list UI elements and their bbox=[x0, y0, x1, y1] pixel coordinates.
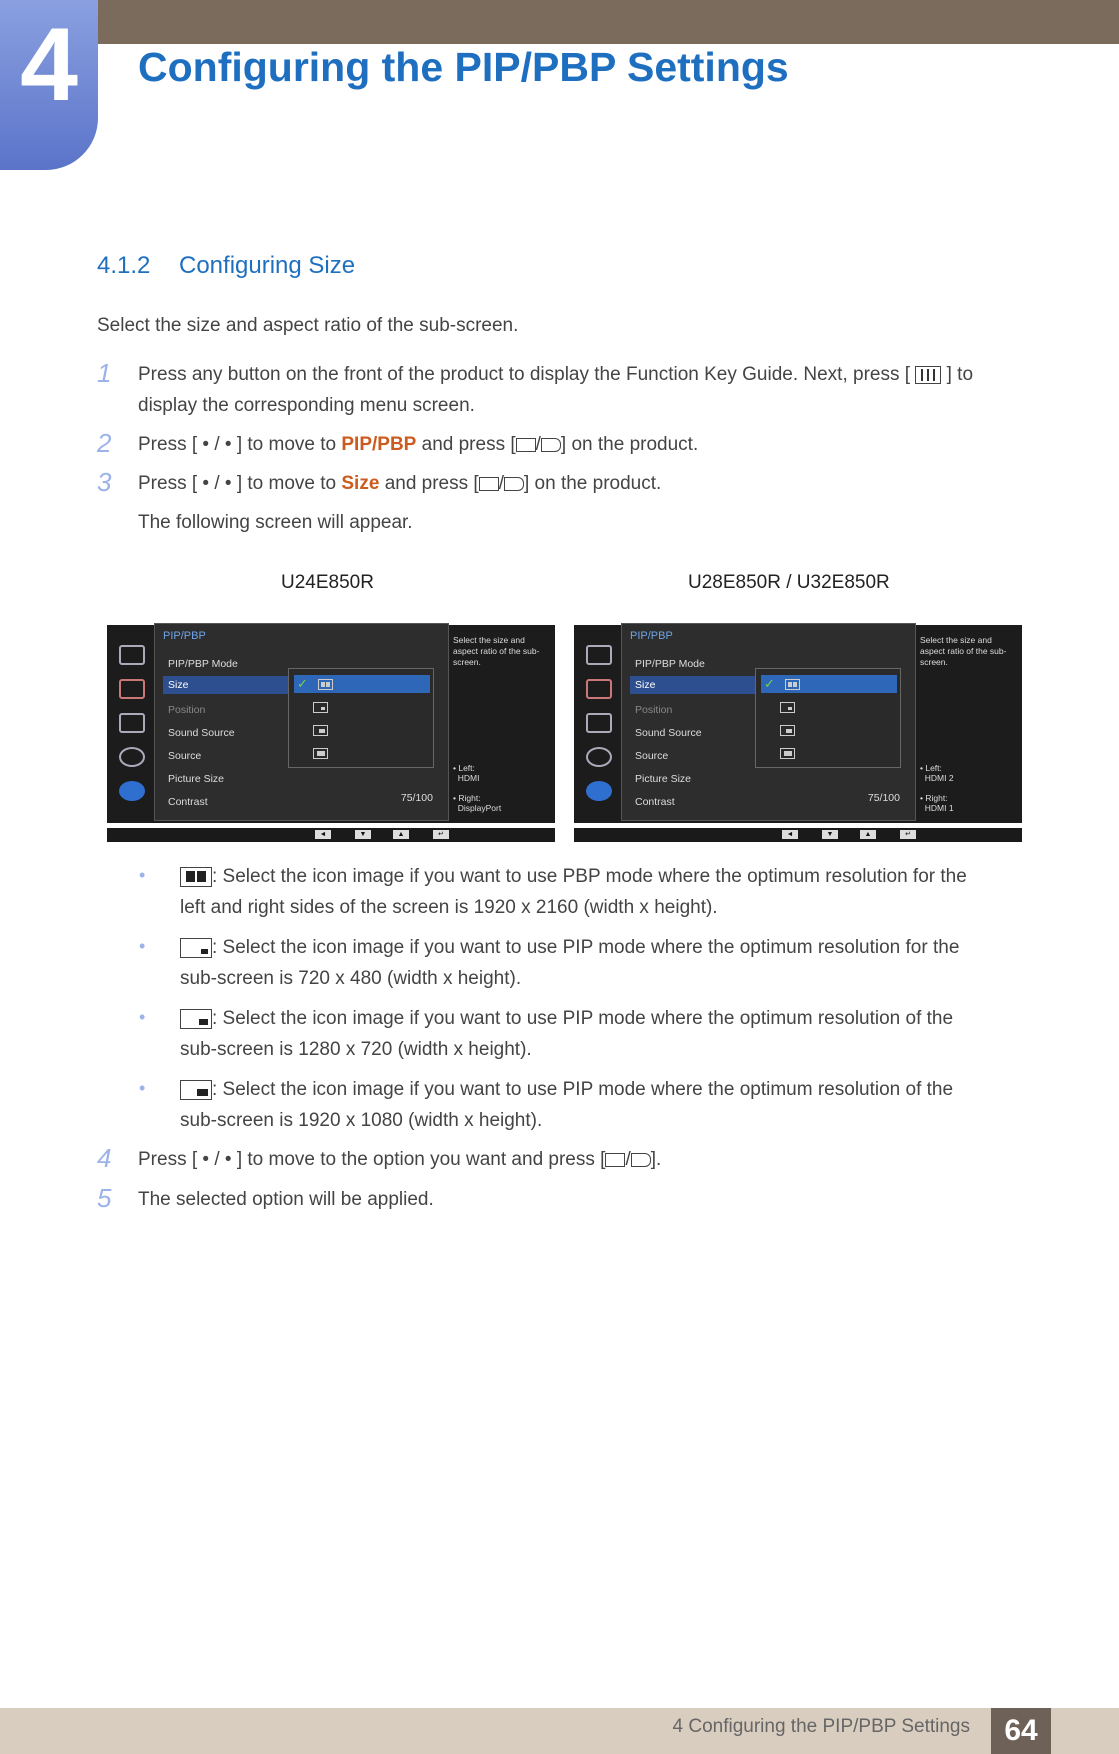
page-number: 64 bbox=[991, 1708, 1051, 1754]
header-bar bbox=[0, 0, 1119, 44]
osd-menu-title: PIP/PBP bbox=[163, 630, 206, 642]
step-1-text bbox=[138, 359, 1038, 421]
pbp-size-icon bbox=[318, 679, 333, 690]
settings-gear-icon bbox=[586, 747, 612, 767]
osd-button-guide bbox=[574, 828, 1022, 842]
source-key-icon bbox=[479, 477, 499, 491]
pip-medium-size-icon bbox=[180, 1009, 212, 1029]
pip-large-size-icon bbox=[180, 1080, 212, 1100]
bullet-pbp-part-a: : Select the icon image if you want to use PBP mode where the optimum resolution for the bbox=[212, 866, 967, 887]
step-1-part-c: display the corresponding menu screen. bbox=[138, 395, 475, 416]
picture-icon bbox=[119, 645, 145, 665]
size-option-pbp[interactable] bbox=[294, 675, 430, 693]
menu-item-size[interactable]: Size bbox=[630, 676, 758, 694]
bullet-pip-medium-part-a: : Select the icon image if you want to use PIP mode where the optimum resolution of the bbox=[212, 1008, 954, 1029]
contrast-value: 75/100 bbox=[400, 792, 433, 804]
enter-key-icon bbox=[541, 438, 561, 452]
left-source-value: HDMI 2 bbox=[924, 773, 954, 783]
bullet-dot: • bbox=[139, 1007, 146, 1027]
step-1-part-a: Press any button on the front of the product to display the Function Key Guide. Next, press [ bbox=[138, 364, 911, 385]
step-4-part-a: Press [ • / • ] to move to the option you want and press [ bbox=[138, 1149, 606, 1170]
step-1-number: 1 bbox=[97, 358, 112, 388]
right-source-info: • Right: HDMI 1 bbox=[920, 793, 954, 813]
step-2-part-c: ] on the product. bbox=[560, 434, 699, 455]
color-icon bbox=[119, 679, 145, 699]
information-icon bbox=[586, 781, 612, 801]
left-label: Left: bbox=[925, 763, 942, 773]
chapter-number: 4 bbox=[0, 0, 98, 170]
left-source-info: • Left: HDMI 2 bbox=[920, 763, 954, 783]
footer-chapter-text: 4 Configuring the PIP/PBP Settings bbox=[672, 1716, 970, 1737]
bullet-pip-small-part-a: : Select the icon image if you want to use PIP mode where the optimum resolution for the bbox=[212, 937, 960, 958]
pip-medium-size-icon[interactable] bbox=[313, 725, 328, 736]
menu-item-source[interactable]: Source bbox=[635, 750, 669, 762]
osd-help-text: Select the size and aspect ratio of the sub-screen. bbox=[920, 635, 1007, 667]
menu-item-pip-pbp-mode[interactable]: PIP/PBP Mode bbox=[635, 658, 705, 670]
left-source-info: • Left: HDMI bbox=[453, 763, 480, 783]
left-arrow-icon[interactable]: ◄ bbox=[315, 830, 331, 839]
right-source-value: DisplayPort bbox=[457, 803, 502, 813]
pbp-size-icon bbox=[180, 867, 212, 887]
page-footer bbox=[0, 1708, 1119, 1754]
size-position-icon bbox=[586, 713, 612, 733]
step-2-sep: / bbox=[535, 434, 541, 455]
chapter-title: Configuring the PIP/PBP Settings bbox=[138, 44, 789, 90]
up-arrow-icon[interactable]: ▲ bbox=[393, 830, 409, 839]
step-4-number: 4 bbox=[97, 1143, 112, 1173]
size-options-panel bbox=[288, 668, 434, 768]
pip-small-size-icon[interactable] bbox=[313, 702, 328, 713]
osd-menu bbox=[621, 623, 916, 821]
left-label: Left: bbox=[458, 763, 475, 773]
bullet-dot: • bbox=[139, 865, 146, 885]
step-4-part-c: ]. bbox=[650, 1149, 662, 1170]
contrast-value: 75/100 bbox=[867, 792, 900, 804]
step-3-part-b: and press [ bbox=[384, 473, 479, 494]
right-source-info: • Right: DisplayPort bbox=[453, 793, 502, 813]
osd-help-text: Select the size and aspect ratio of the sub-screen. bbox=[453, 635, 540, 667]
bullet-pip-large-part-b: sub-screen is 1920 x 1080 (width x height). bbox=[180, 1110, 543, 1131]
down-arrow-icon[interactable]: ▼ bbox=[822, 830, 838, 839]
enter-key-icon bbox=[504, 477, 524, 491]
intro-text: Select the size and aspect ratio of the sub-screen. bbox=[97, 315, 519, 336]
source-key-icon bbox=[605, 1153, 625, 1167]
color-icon bbox=[586, 679, 612, 699]
menu-item-size[interactable]: Size bbox=[163, 676, 291, 694]
step-2-part-b: and press [ bbox=[421, 434, 516, 455]
source-key-icon bbox=[516, 438, 536, 452]
check-icon: ✓ bbox=[764, 676, 775, 691]
right-label: Right: bbox=[925, 793, 948, 803]
model-label-right: U28E850R / U32E850R bbox=[688, 572, 890, 593]
step-4-text bbox=[138, 1144, 661, 1175]
step-3-number: 3 bbox=[97, 467, 112, 497]
down-arrow-icon[interactable]: ▼ bbox=[355, 830, 371, 839]
menu-item-pip-pbp-mode[interactable]: PIP/PBP Mode bbox=[168, 658, 238, 670]
bullet-pip-medium-part-b: sub-screen is 1280 x 720 (width x height). bbox=[180, 1039, 532, 1060]
size-position-icon bbox=[119, 713, 145, 733]
picture-icon bbox=[586, 645, 612, 665]
menu-item-contrast[interactable]: Contrast bbox=[168, 796, 208, 808]
step-1-part-b: ] to bbox=[946, 364, 974, 385]
bullet-pip-small-text bbox=[180, 932, 1040, 994]
step-3-part-a: Press [ • / • ] to move to bbox=[138, 473, 337, 494]
step-3-highlight: Size bbox=[341, 473, 380, 494]
menu-item-sound-source[interactable]: Sound Source bbox=[635, 727, 702, 739]
bullet-pbp-text bbox=[180, 861, 1040, 923]
step-3-text bbox=[138, 468, 661, 499]
step-2-number: 2 bbox=[97, 428, 112, 458]
step-2-part-a: Press [ • / • ] to move to bbox=[138, 434, 337, 455]
check-icon: ✓ bbox=[297, 676, 308, 691]
osd-menu-title: PIP/PBP bbox=[630, 630, 673, 642]
pip-large-size-icon[interactable] bbox=[313, 748, 328, 759]
osd-screen-right bbox=[574, 623, 1022, 844]
right-label: Right: bbox=[458, 793, 481, 803]
enter-icon[interactable]: ↵ bbox=[900, 830, 916, 839]
menu-item-position[interactable]: Position bbox=[168, 704, 206, 716]
menu-item-source[interactable]: Source bbox=[168, 750, 202, 762]
up-arrow-icon[interactable]: ▲ bbox=[860, 830, 876, 839]
menu-item-picture-size[interactable]: Picture Size bbox=[635, 773, 692, 785]
osd-menu bbox=[154, 623, 449, 821]
step-3-note: The following screen will appear. bbox=[138, 512, 413, 533]
information-icon bbox=[119, 781, 145, 801]
osd-screen-left bbox=[107, 623, 555, 844]
bullet-pip-small-part-b: sub-screen is 720 x 480 (width x height). bbox=[180, 968, 522, 989]
left-arrow-icon[interactable]: ◄ bbox=[782, 830, 798, 839]
pbp-size-icon bbox=[785, 679, 800, 690]
size-options-panel bbox=[755, 668, 901, 768]
bullet-dot: • bbox=[139, 936, 146, 956]
step-5-number: 5 bbox=[97, 1183, 112, 1213]
size-option-pbp[interactable] bbox=[761, 675, 897, 693]
model-label-left: U24E850R bbox=[281, 572, 374, 593]
step-2-text bbox=[138, 429, 698, 460]
menu-key-icon bbox=[915, 366, 941, 384]
step-5-text: The selected option will be applied. bbox=[138, 1189, 434, 1210]
section-number: 4.1.2 bbox=[97, 252, 151, 279]
step-3-sep: / bbox=[498, 473, 504, 494]
pip-small-size-icon bbox=[180, 938, 212, 958]
bullet-pip-large-text bbox=[180, 1074, 1040, 1136]
menu-item-contrast[interactable]: Contrast bbox=[635, 796, 675, 808]
section-title bbox=[97, 252, 355, 280]
pip-large-size-icon[interactable] bbox=[780, 748, 795, 759]
section-title-text: Configuring Size bbox=[179, 252, 356, 279]
menu-item-sound-source[interactable]: Sound Source bbox=[168, 727, 235, 739]
settings-gear-icon bbox=[119, 747, 145, 767]
step-2-highlight: PIP/PBP bbox=[341, 434, 417, 455]
step-3-part-c: ] on the product. bbox=[523, 473, 662, 494]
left-source-value: HDMI bbox=[457, 773, 480, 783]
pip-small-size-icon[interactable] bbox=[780, 702, 795, 713]
bullet-pip-large-part-a: : Select the icon image if you want to use PIP mode where the optimum resolution of the bbox=[212, 1079, 954, 1100]
bullet-pip-medium-text bbox=[180, 1003, 1040, 1065]
bullet-dot: • bbox=[139, 1078, 146, 1098]
enter-icon[interactable]: ↵ bbox=[433, 830, 449, 839]
bullet-pbp-part-b: left and right sides of the screen is 1920 x 2160 (width x height). bbox=[180, 897, 718, 918]
enter-key-icon bbox=[631, 1153, 651, 1167]
right-source-value: HDMI 1 bbox=[924, 803, 954, 813]
osd-button-guide bbox=[107, 828, 555, 842]
step-4-sep: / bbox=[625, 1149, 631, 1170]
menu-item-picture-size[interactable]: Picture Size bbox=[168, 773, 225, 785]
menu-item-position[interactable]: Position bbox=[635, 704, 673, 716]
pip-medium-size-icon[interactable] bbox=[780, 725, 795, 736]
